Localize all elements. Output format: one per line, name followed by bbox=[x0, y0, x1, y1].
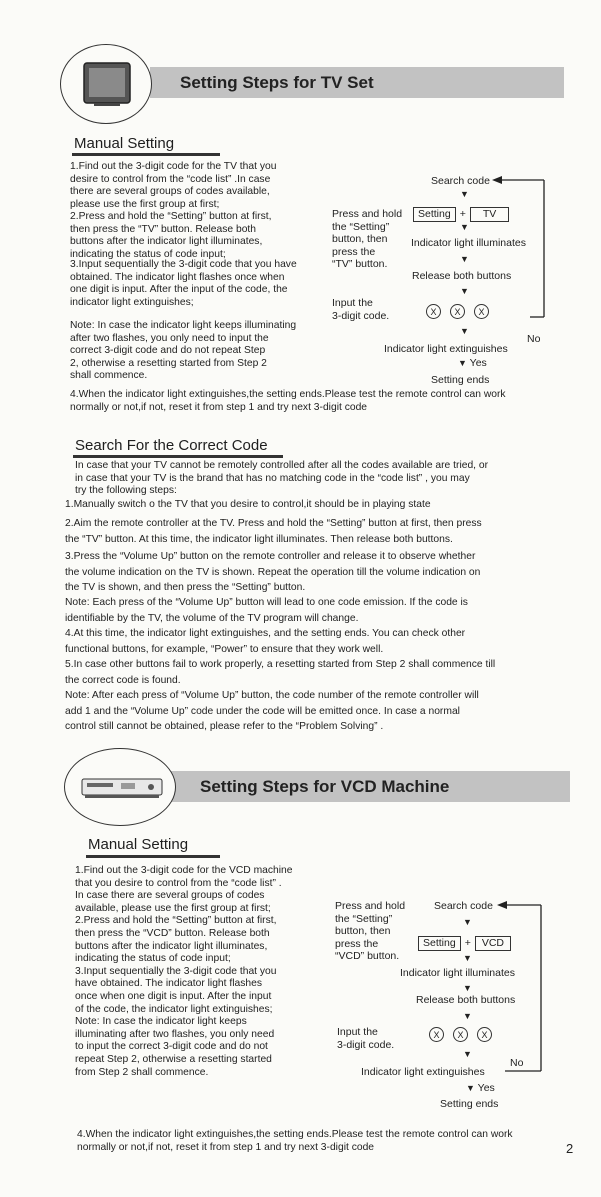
tv-step-3: 3.Input sequentially the 3-digit code that you have obtained. The indicator light flashes once when one digit is input. After the input of the code, the indicator light extinguishes; bbox=[70, 259, 297, 308]
vcd-flow-setting-ends: Setting ends bbox=[440, 1098, 499, 1110]
tv-flow-x-1: X bbox=[426, 304, 441, 319]
vcd-flow-key-row bbox=[418, 936, 511, 951]
tv-flow-arrow-1: ▼ bbox=[460, 189, 469, 199]
tv-section-title: Setting Steps for TV Set bbox=[180, 72, 374, 92]
vcd-flow-indicator-extinguishes: Indicator light extinguishes bbox=[361, 1066, 485, 1078]
tv-flow-press-hold: Press and hold the “Setting” button, then press the “TV” button. bbox=[332, 208, 403, 270]
vcd-flow-release-both: Release both buttons bbox=[416, 994, 516, 1006]
vcd-flow-vcd-key: VCD bbox=[475, 936, 511, 951]
tv-flow-setting-key: Setting bbox=[413, 207, 456, 222]
search-step-2: 2.Aim the remote controller at the TV. Press and hold the “Setting” button at first, then press the “TV” button. At this time, the indicator light illuminates. Then release both buttons. bbox=[65, 518, 482, 545]
vcd-flow-yes bbox=[466, 1082, 495, 1095]
tv-note: Note: In case the indicator light keeps illuminating after two flashes, you only need to input the correct 3-digit code and do not repeat Step 2, otherwise a resetting started from Step 2 shall commence. bbox=[70, 320, 297, 382]
tv-manual-setting-title: Manual Setting bbox=[74, 135, 175, 152]
tv-flow-yes-label: Yes bbox=[469, 357, 487, 369]
vcd-flow-arrow-5: ▼ bbox=[463, 1049, 472, 1059]
tv-flow-x-2: X bbox=[450, 304, 465, 319]
vcd-player-icon bbox=[65, 749, 175, 825]
search-note-1: Note: Each press of the “Volume Up” button will lead to one code emission. If the code is identifiable by the TV, the volume of the TV program will change. bbox=[65, 597, 468, 624]
tv-flow-plus: + bbox=[459, 208, 466, 220]
tv-manual-rule bbox=[72, 153, 220, 156]
search-step-3: 3.Press the “Volume Up” button on the remote controller and release it to observe whether the volume indication on the TV is shown. Repeat the operation till the volume indication on the TV is shown, and then press the “Setting” button. bbox=[65, 551, 481, 593]
tv-flow-x-3: X bbox=[474, 304, 489, 319]
vcd-flow-plus: + bbox=[464, 937, 471, 949]
search-section-rule bbox=[73, 455, 283, 458]
vcd-flow-arrow-2: ▼ bbox=[463, 953, 472, 963]
tv-flow-key-row bbox=[413, 207, 509, 222]
page-number: 2 bbox=[566, 1141, 574, 1156]
tv-flow-indicator-extinguishes: Indicator light extinguishes bbox=[384, 343, 508, 355]
tv-step-1: 1.Find out the 3-digit code for the TV that you desire to control from the “code list” .In case there are several groups of codes available, please use the first group at first; bbox=[70, 161, 277, 210]
vcd-step-4: 4.When the indicator light extinguishes,the setting ends.Please test the remote control can work normally or not,if not, reset it from step 1 and try next 3-digit code bbox=[77, 1129, 513, 1153]
vcd-flow-x-2: X bbox=[453, 1027, 468, 1042]
vcd-flow-no: No bbox=[510, 1057, 524, 1069]
vcd-manual-setting-title: Manual Setting bbox=[88, 836, 189, 853]
vcd-flow-search-code: Search code bbox=[434, 900, 493, 912]
vcd-flow-setting-key: Setting bbox=[418, 936, 461, 951]
tv-flow-yes bbox=[458, 357, 487, 370]
tv-flow-search-code: Search code bbox=[431, 175, 490, 187]
tv-flow-release-both: Release both buttons bbox=[412, 270, 512, 282]
tv-step-2: 2.Press and hold the “Setting” button at first, then press the “TV” button. Release both buttons after the indicator light illuminates, indicating the status of code input; bbox=[70, 211, 272, 260]
tv-flow-tv-key: TV bbox=[470, 207, 509, 222]
tv-flow-loop-line bbox=[490, 170, 550, 350]
tv-step-4: 4.When the indicator light extinguishes,the setting ends.Please test the remote control can work normally or not,if not, reset it from step 1 and try next 3-digit code bbox=[70, 389, 506, 413]
tv-flow-x-row bbox=[426, 304, 489, 319]
tv-flow-arrow-2: ▼ bbox=[460, 222, 469, 232]
search-section-title: Search For the Correct Code bbox=[75, 437, 268, 454]
vcd-flow-x-3: X bbox=[477, 1027, 492, 1042]
tv-set-icon bbox=[61, 45, 151, 123]
vcd-section-banner bbox=[170, 771, 570, 802]
vcd-section-title: Setting Steps for VCD Machine bbox=[200, 776, 450, 796]
vcd-steps-body: 1.Find out the 3-digit code for the VCD machine that you desire to control from the “code list” . In case there are several groups of codes available, please use the first group at first; 2.Press and hold the “Setting” button at first, then press the “VCD” button. Release both buttons after the indicator light illuminates, indicating the status of code input; 3.Input sequentially the 3-digit code that you have obtained. The indicator light flashes once when one digit is input. After the input of the code, the indicator light extinguishes; Note: In case the indicator light keeps illuminating after two flashes, you only need to input the correct 3-digit code and do not repeat Step 2, otherwise a resetting started from Step 2 shall commence. bbox=[75, 865, 293, 1078]
vcd-flow-arrow-4: ▼ bbox=[463, 1011, 472, 1021]
search-step-5: 5.In case other buttons fail to work properly, a resetting started from Step 2 shall commence till the correct code is found. bbox=[65, 659, 496, 686]
vcd-flow-yes-label: Yes bbox=[477, 1082, 495, 1094]
tv-flow-indicator-illuminates: Indicator light illuminates bbox=[411, 237, 526, 249]
vcd-flow-x-row bbox=[429, 1027, 492, 1042]
tv-icon-circle bbox=[60, 44, 152, 124]
vcd-flow-arrow-1: ▼ bbox=[463, 917, 472, 927]
tv-flow-arrow-3: ▼ bbox=[460, 254, 469, 264]
tv-section-banner bbox=[150, 67, 564, 98]
tv-flow-input-code: Input the 3-digit code. bbox=[332, 297, 390, 322]
tv-flow-no: No bbox=[527, 333, 541, 345]
tv-flow-arrow-5: ▼ bbox=[460, 326, 469, 336]
vcd-flow-x-1: X bbox=[429, 1027, 444, 1042]
search-step-1: 1.Manually switch o the TV that you desire to control,it should be in playing state bbox=[65, 499, 431, 510]
vcd-flow-arrow-3: ▼ bbox=[463, 983, 472, 993]
search-step-4: 4.At this time, the indicator light extinguishes, and the setting ends. You can check other functional buttons, for example, “Power” to ensure that they work well. bbox=[65, 628, 466, 655]
vcd-manual-rule bbox=[86, 855, 220, 858]
vcd-icon-circle bbox=[64, 748, 176, 826]
vcd-flow-indicator-illuminates: Indicator light illuminates bbox=[400, 967, 515, 979]
vcd-flow-input-code: Input the 3-digit code. bbox=[337, 1026, 395, 1051]
tv-flow-setting-ends: Setting ends bbox=[431, 374, 490, 386]
vcd-flow-loop-line bbox=[495, 895, 555, 1080]
vcd-flow-press-hold: Press and hold the “Setting” button, then press the “VCD” button. bbox=[335, 900, 406, 962]
tv-flow-arrow-4: ▼ bbox=[460, 286, 469, 296]
tv-flow-arrow-yes: ▼ bbox=[458, 358, 467, 368]
search-note-2: Note: After each press of “Volume Up” button, the code number of the remote controller will add 1 and the “Volume Up” code under the code will be emitted once. In case a normal control still cannot be obtained, please refer to the “Problem Solving” . bbox=[65, 690, 479, 732]
search-intro: In case that your TV cannot be remotely controlled after all the codes available are tried, or in case that your TV is the brand that has no matching code in the “code list” , you may try the following steps: bbox=[75, 460, 489, 497]
vcd-flow-arrow-yes: ▼ bbox=[466, 1083, 475, 1093]
